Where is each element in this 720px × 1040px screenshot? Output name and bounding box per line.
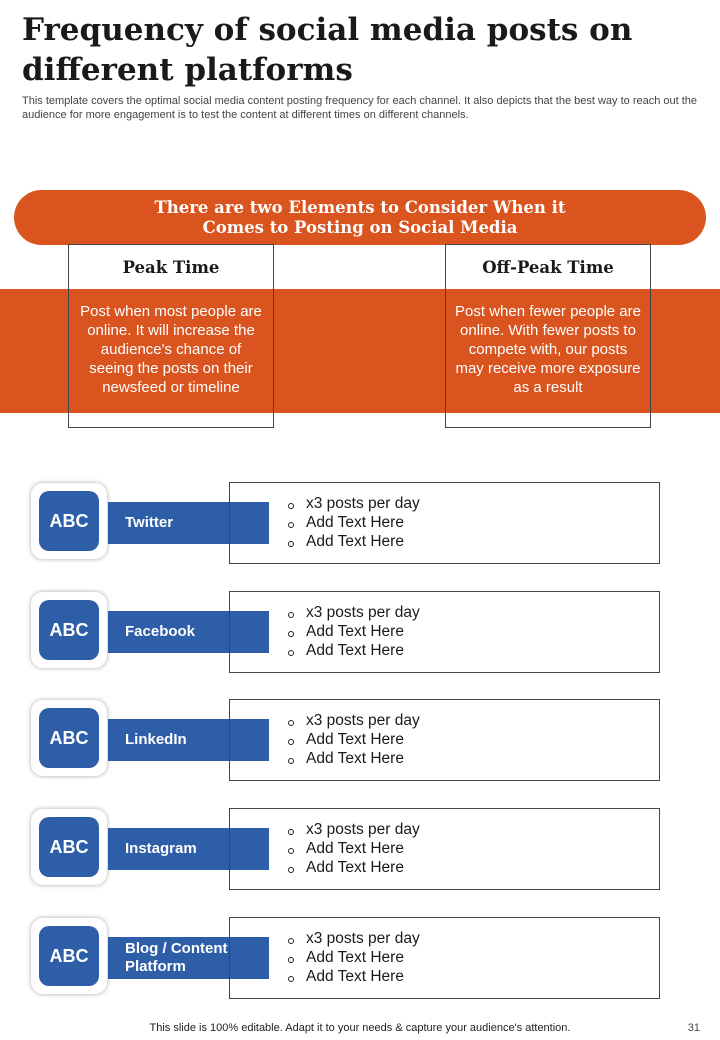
platform-icon: ABC [39, 708, 99, 768]
platform-label: Twitter [108, 502, 269, 544]
platform-bullet-list [286, 820, 420, 877]
list-item: Add Text Here [286, 948, 420, 967]
platform-bullet-list [286, 711, 420, 768]
peak-time-text: Post when most people are online. It will increase the audience's chance of seeing the posts on their newsfeed or timeline [80, 303, 262, 396]
list-item: x3 posts per day [286, 494, 420, 513]
platform-label: Blog / Content Platform [108, 937, 269, 979]
platform-icon: ABC [39, 600, 99, 660]
footer-note: This slide is 100% editable. Adapt it to your needs & capture your audience's attention. [149, 1022, 571, 1034]
peak-time-heading: Peak Time [122, 258, 220, 277]
peak-time-box [68, 244, 274, 428]
list-item: Add Text Here [286, 622, 420, 641]
page-subtitle: This template covers the optimal social media content posting frequency for each channel. It also depicts that the best way to reach out the audience for more engagement is to test the content at different times on different channels. [22, 95, 698, 121]
platform-label: Instagram [108, 828, 269, 870]
platform-icon: ABC [39, 926, 99, 986]
platform-icon-frame [31, 809, 107, 885]
list-item: x3 posts per day [286, 820, 420, 839]
platform-icon: ABC [39, 491, 99, 551]
list-item: x3 posts per day [286, 603, 420, 622]
platform-icon-frame [31, 918, 107, 994]
platform-icon: ABC [39, 817, 99, 877]
platform-bullet-list [286, 494, 420, 551]
platform-icon-frame [31, 483, 107, 559]
platform-detail-box [229, 699, 660, 781]
platform-label: LinkedIn [108, 719, 269, 761]
platform-icon-frame [31, 592, 107, 668]
platform-detail-box [229, 808, 660, 890]
list-item: Add Text Here [286, 839, 420, 858]
list-item: Add Text Here [286, 730, 420, 749]
page-title: Frequency of social media posts on different platforms [22, 12, 633, 88]
platform-bullet-list [286, 929, 420, 986]
page-number: 31 [687, 1022, 700, 1034]
platform-icon-frame [31, 700, 107, 776]
platform-detail-box [229, 917, 660, 999]
list-item: Add Text Here [286, 858, 420, 877]
platform-detail-box [229, 591, 660, 673]
list-item: x3 posts per day [286, 929, 420, 948]
platform-bullet-list [286, 603, 420, 660]
elements-banner [14, 190, 706, 245]
offpeak-time-heading: Off-Peak Time [482, 258, 614, 277]
list-item: x3 posts per day [286, 711, 420, 730]
platform-detail-box [229, 482, 660, 564]
platform-row-instagram [0, 808, 720, 892]
platform-label: Facebook [108, 611, 269, 653]
platform-row-facebook [0, 591, 720, 675]
list-item: Add Text Here [286, 641, 420, 660]
platform-row-linkedin [0, 699, 720, 783]
offpeak-time-box [445, 244, 651, 428]
list-item: Add Text Here [286, 967, 420, 986]
list-item: Add Text Here [286, 513, 420, 532]
elements-banner-text: There are two Elements to Consider When it Comes to Posting on Social Media [154, 197, 566, 237]
platform-row-twitter [0, 482, 720, 566]
offpeak-time-text: Post when fewer people are online. With fewer posts to compete with, our posts may receive more exposure as a result [455, 303, 641, 396]
list-item: Add Text Here [286, 532, 420, 551]
platform-row-blog [0, 917, 720, 1001]
list-item: Add Text Here [286, 749, 420, 768]
